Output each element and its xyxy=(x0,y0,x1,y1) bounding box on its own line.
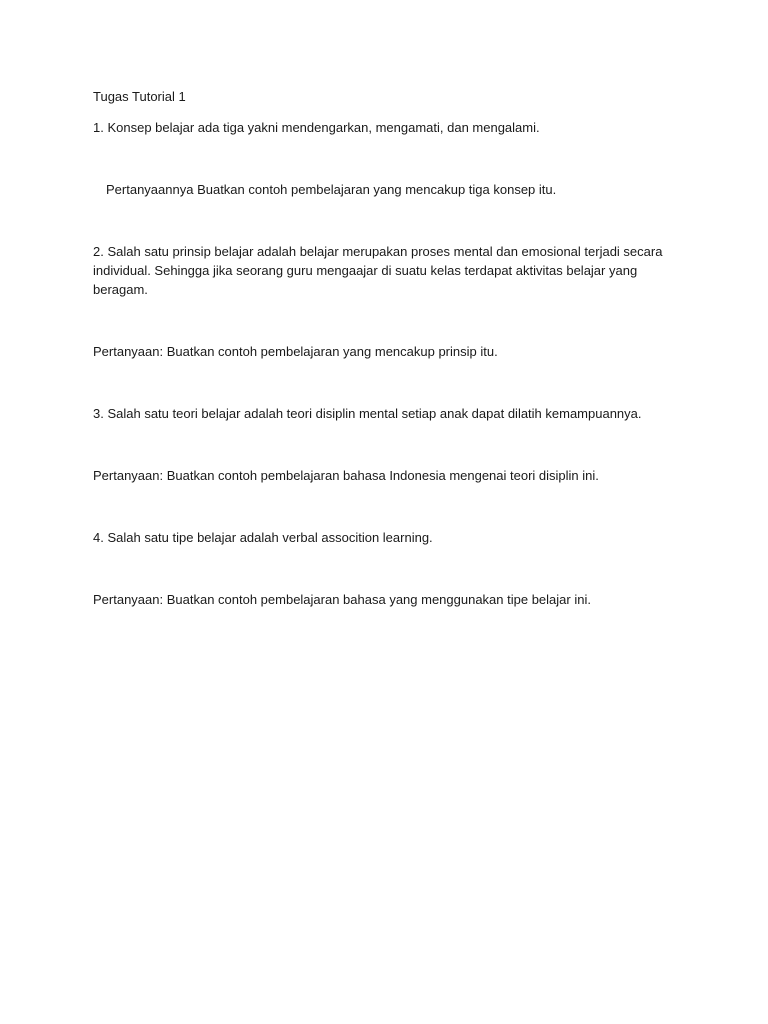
item-2-question: Pertanyaan: Buatkan contoh pembelajaran yang mencakup prinsip itu. xyxy=(93,344,498,359)
item-4-question: Pertanyaan: Buatkan contoh pembelajaran bahasa yang menggunakan tipe belajar ini. xyxy=(93,592,591,607)
item-3-statement: 3. Salah satu teori belajar adalah teori disiplin mental setiap anak dapat dilatih kemampuannya. xyxy=(93,406,642,421)
document-body xyxy=(93,87,673,609)
document-title: Tugas Tutorial 1 xyxy=(93,89,186,104)
item-4-statement: 4. Salah satu tipe belajar adalah verbal assocition learning. xyxy=(93,530,433,545)
item-1-statement: 1. Konsep belajar ada tiga yakni mendengarkan, mengamati, dan mengalami. xyxy=(93,120,540,135)
item-2-statement: 2. Salah satu prinsip belajar adalah belajar merupakan proses mental dan emosional terjadi secara individual. Sehingga jika seorang guru mengaajar di suatu kelas terdapat aktivitas belajar yang beragam. xyxy=(93,244,663,297)
item-1-question: Pertanyaannya Buatkan contoh pembelajaran yang mencakup tiga konsep itu. xyxy=(106,182,557,197)
item-3-question: Pertanyaan: Buatkan contoh pembelajaran bahasa Indonesia mengenai teori disiplin ini. xyxy=(93,468,599,483)
